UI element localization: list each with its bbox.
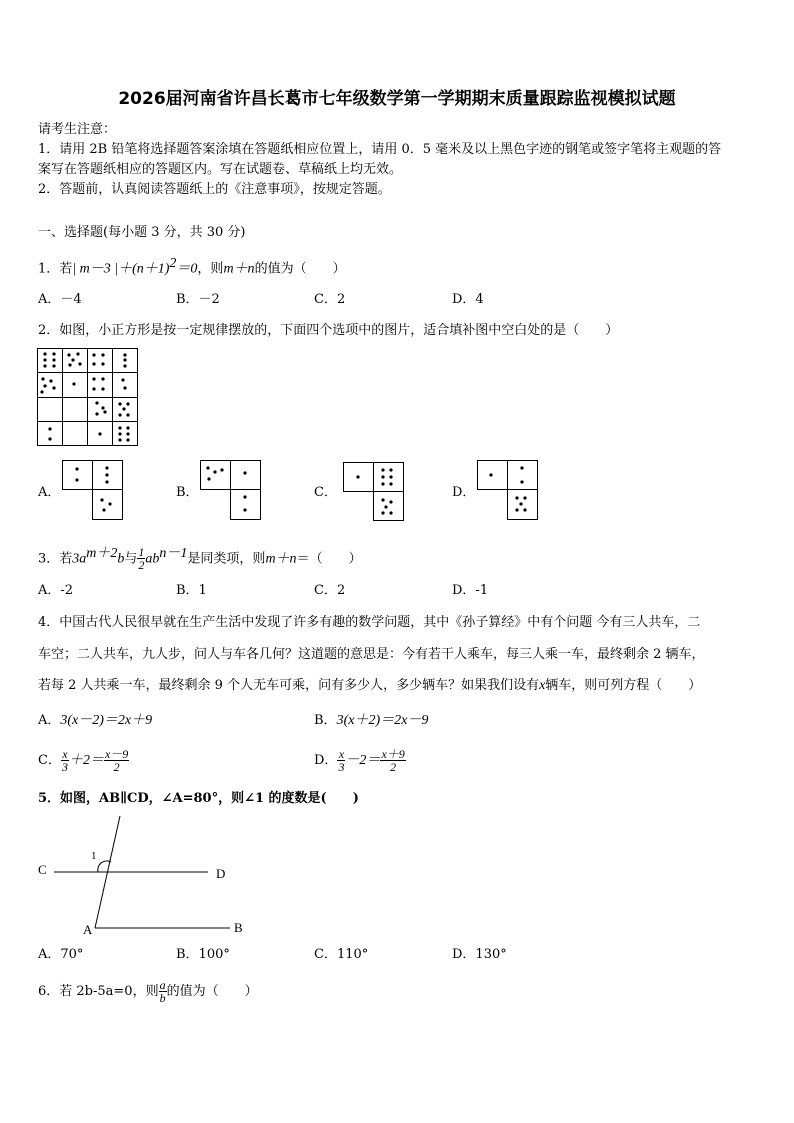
q5-option-a: A．70°	[38, 947, 84, 962]
question-6: 6．若 2b-5a=0，则 $\frac{a}{b}$ 的值为（ ）	[38, 978, 258, 1005]
q2-pattern-grid	[37, 348, 139, 448]
q3-option-c: C．2	[314, 583, 346, 598]
page-title: 2026届河南省许昌长葛市七年级数学第一学期期末质量跟踪监视模拟试题	[118, 89, 676, 109]
question-4-line-3: 若每 2 人共乘一车，最终剩余 9 个人无车可乘，问有多少人，多少辆车？如果我们设有x辆车，则可列方程（ ）	[38, 678, 702, 693]
section-heading: 一、选择题(每小题 3 分，共 30 分)	[38, 225, 246, 240]
q2-option-d-label: D．	[452, 485, 476, 500]
point-b-label: B	[234, 920, 243, 935]
question-2: 2．如图，小正方形是按一定规律摆放的，下面四个选项中的图片，适合填补图中空白处的是（ ）	[38, 323, 619, 338]
point-c-label: C	[38, 862, 47, 877]
q5-parallel-lines-figure	[30, 812, 260, 940]
question-4-line-1: 4．中国古代人民很早就在生产生活中发现了许多有趣的数学问题，其中《孙子算经》中有个问题 今有三人共车，二	[38, 615, 701, 630]
q2-option-c-figure	[343, 460, 405, 522]
notice-item-1-line-2: 案写在答题纸相应的答题区内。写在试题卷、草稿纸上均无效。	[38, 162, 403, 177]
question-4-line-2: 车空；二人共车，九人步，问人与车各几何？这道题的意思是：今有若干人乘车，每三人乘一车，最终剩余 2 辆车，	[38, 647, 705, 662]
angle-1-label: 1	[91, 850, 97, 862]
q2-option-a-figure	[62, 460, 124, 522]
q2-option-b-figure	[200, 460, 262, 522]
notice-item-1-line-1: 1．请用 2B 铅笔将选择题答案涂填在答题纸相应位置上，请用 0．5 毫米及以上黑色字迹的钢笔或签字笔将主观题的答	[38, 142, 722, 157]
q5-option-c: C．110°	[314, 947, 369, 962]
q2-option-c-label: C．	[314, 485, 337, 500]
q3-option-a: A．-2	[38, 583, 74, 598]
point-d-label: D	[216, 866, 226, 881]
q1-option-d: D．4	[452, 292, 484, 307]
q4-option-b: B．3(x＋2)＝2x－9	[314, 713, 429, 728]
q2-option-d-figure	[477, 460, 539, 522]
q5-option-d: D．130°	[452, 947, 507, 962]
q4-option-c: C． $\frac{x}{3}$ ＋2＝ $\frac{x-9}{2}$	[38, 747, 129, 774]
q3-option-b: B．1	[176, 583, 207, 598]
q2-option-b-label: B．	[176, 485, 199, 500]
q5-option-b: B．100°	[176, 947, 230, 962]
question-3: 3．若$3a^{m+2}b$与 $\frac{1}{2}$ $ab^{n-1}$是同类项，则m＋n＝（ ）	[38, 545, 362, 573]
point-a-label: A	[83, 922, 93, 937]
notice-heading: 请考生注意：	[38, 122, 117, 137]
question-5: 5．如图，AB∥CD，∠A=80°，则∠1 的度数是( )	[38, 791, 359, 806]
q1-option-c: C．2	[314, 292, 346, 307]
q1-option-a: A．－4	[38, 292, 82, 307]
q4-option-d: D． $\frac{x}{3}$ －2＝ $\frac{x+9}{2}$	[314, 747, 405, 774]
q1-option-b: B．－2	[176, 292, 220, 307]
notice-item-2: 2．答题前，认真阅读答题纸上的《注意事项》，按规定答题。	[38, 182, 391, 197]
q3-option-d: D．-1	[452, 583, 489, 598]
question-1: 1．若| m－3 $|+(n+1)^2=0$，则m＋n的值为（ ）	[38, 256, 346, 277]
q4-option-a: A．3(x－2)＝2x＋9	[38, 713, 153, 728]
q2-option-a-label: A．	[38, 485, 61, 500]
